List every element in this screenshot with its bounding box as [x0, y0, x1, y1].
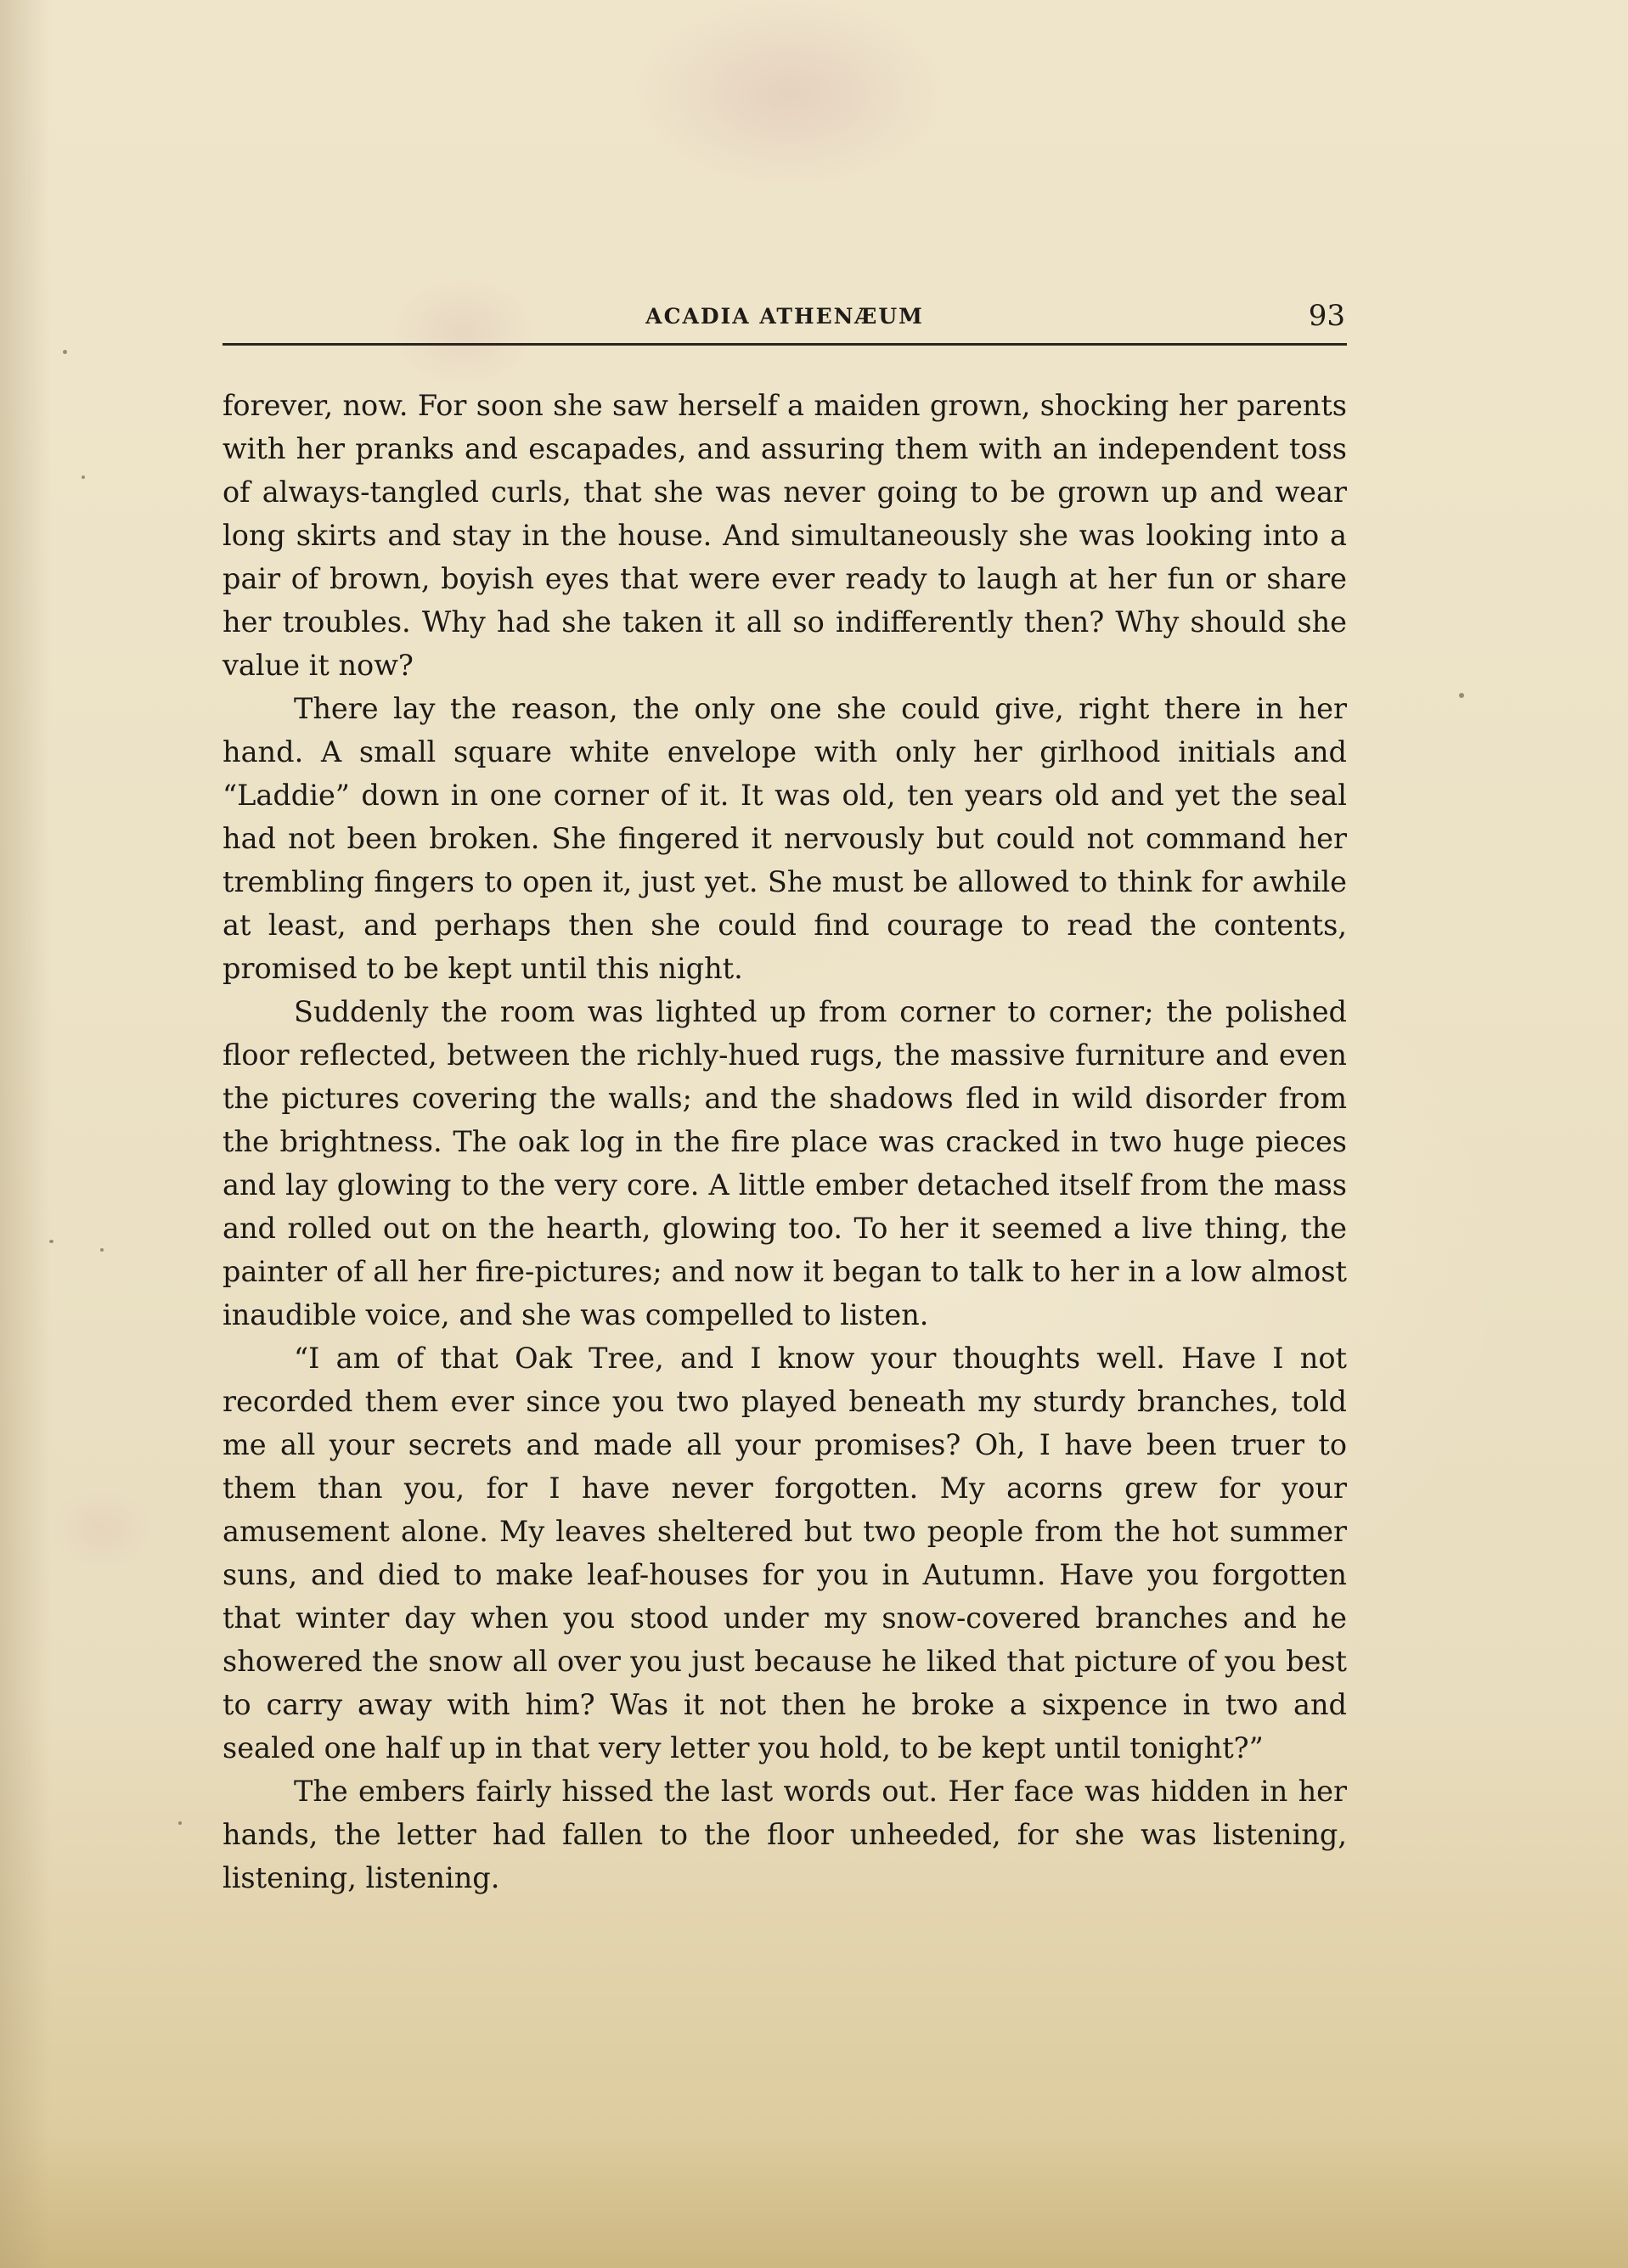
paper-speck: [100, 1248, 104, 1252]
running-head-title: ACADIA ATHENÆUM: [645, 304, 924, 329]
header-rule: [223, 343, 1347, 346]
paper-speck: [178, 1821, 182, 1825]
paragraph-4: “I am of that Oak Tree, and I know your thoughts well. Have I not recorded them ever since you two played beneath my sturdy branches, told me all your secrets and made all your promises? Oh, I have been truer to them than you, for I have never forgotten. My acorns grew for your amusement alone. My leaves sheltered but two people from the hot summer suns, and died to make leaf-houses for you in Autumn. Have you forgotten that winter day when you stood under my snow-covered branches and he showered the snow all over you just because he liked that picture of you best to carry away with him? Was it not then he broke a sixpence in two and sealed one half up in that very letter you hold, to be kept until tonight?”: [223, 1342, 1347, 1764]
paper-speck: [49, 1240, 54, 1243]
paper-speck: [1459, 693, 1464, 698]
page-number: 93: [1308, 299, 1345, 333]
paragraph-3: Suddenly the room was lighted up from corner to corner; the polished floor reflected, between the richly-hued rugs, the massive furniture and even the pictures covering the walls; and the shadows fled in wild disorder from the brightness. The oak log in the fire place was cracked in two huge pieces and lay glowing to the very core. A little ember detached itself from the mass and rolled out on the hearth, glowing too. To her it seemed a live thing, the painter of all her fire-pictures; and now it began to talk to her in a low almost inaudible voice, and she was compelled to listen.: [223, 995, 1347, 1331]
paragraph-5: The embers fairly hissed the last words out. Her face was hidden in her hands, the letter had fallen to the floor unheeded, for she was listening, listening, listening.: [223, 1775, 1347, 1894]
running-header: [223, 299, 1347, 346]
paragraph-1: forever, now. For soon she saw herself a maiden grown, shocking her parents with her pranks and escapades, and assuring them with an independent toss of always-tangled curls, that she was never going to be grown up and wear long skirts and stay in the house. And simultaneously she was looking into a pair of brown, boyish eyes that were ever ready to laugh at her fun or share her troubles. Why had she taken it all so indifferently then? Why should she value it now?: [223, 389, 1347, 682]
paper-speck: [63, 350, 67, 354]
article-body: [223, 384, 1347, 1899]
paper-speck: [82, 476, 85, 479]
paragraph-2: There lay the reason, the only one she could give, right there in her hand. A small square white envelope with only her girlhood initials and “Laddie” down in one corner of it. It was old, ten years old and yet the seal had not been broken. She fingered it nervously but could not command her trembling fingers to open it, just yet. She must be allowed to think for awhile at least, and perhaps then she could find courage to read the contents, promised to be kept until this night.: [223, 692, 1347, 985]
